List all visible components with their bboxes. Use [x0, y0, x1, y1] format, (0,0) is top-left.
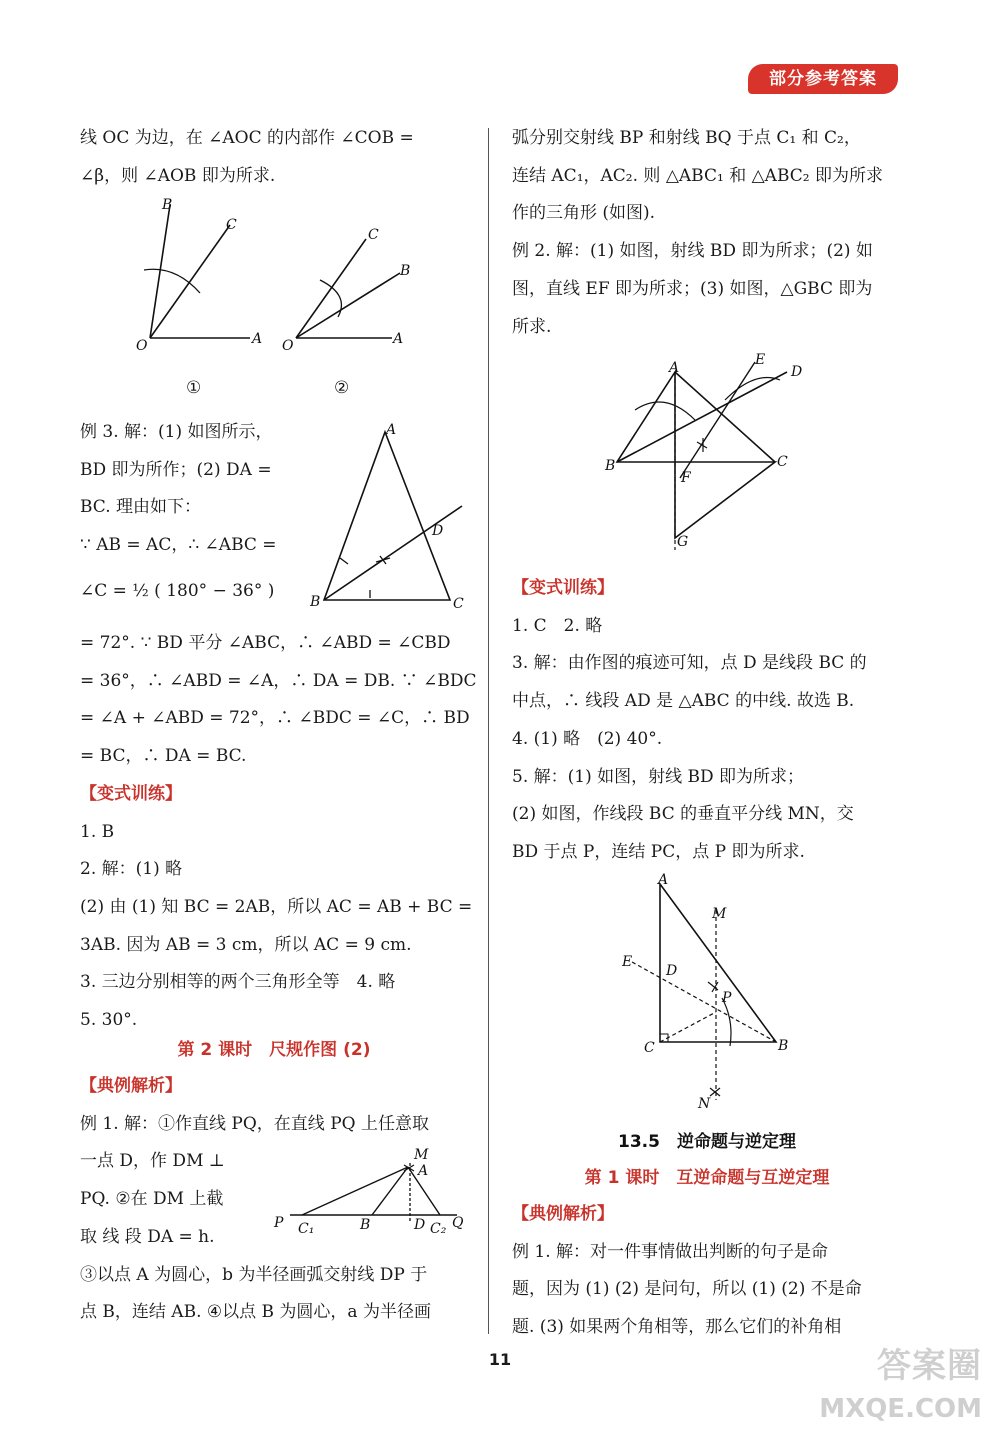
- page-number: 11: [488, 1350, 512, 1369]
- text-line: = 36°，∴ ∠ABD = ∠A，∴ DA = DB. ∵ ∠BDC: [80, 670, 477, 691]
- svg-text:A: A: [418, 1163, 429, 1179]
- text-line: = BC，∴ DA = BC.: [80, 746, 247, 767]
- svg-text:C: C: [777, 454, 788, 470]
- example-1-right: [512, 1196, 862, 1347]
- svg-text:C: C: [644, 1040, 655, 1056]
- svg-text:M: M: [712, 906, 727, 922]
- text-line: 5. 30°.: [80, 1010, 138, 1031]
- right-variant: [512, 570, 867, 872]
- figure-label-2: ②: [334, 378, 350, 398]
- svg-text:B: B: [778, 1038, 789, 1054]
- perpendicular-bisector-figure: [605, 350, 815, 560]
- svg-text:E: E: [755, 352, 766, 368]
- text-line: 3. 三边分别相等的两个三角形全等 4. 略: [80, 972, 396, 993]
- svg-text:B: B: [310, 594, 321, 610]
- svg-text:O: O: [282, 338, 294, 354]
- lesson-title-left: 第 2 课时 尺规作图 (2): [177, 1040, 371, 1060]
- svg-text:D: D: [666, 963, 678, 979]
- svg-text:A: A: [386, 422, 397, 438]
- example-tag: 【典例解析】: [80, 1076, 182, 1096]
- text-line: 例 1. 解：对一件事情做出判断的句子是命: [512, 1241, 829, 1262]
- svg-text:A: A: [658, 872, 669, 888]
- svg-text:A: A: [669, 360, 680, 376]
- text-line: 图，直线 EF 即为所求；(3) 如图，△GBC 即为: [512, 278, 873, 299]
- construction-figure: [272, 1145, 472, 1235]
- svg-text:N: N: [698, 1096, 711, 1112]
- text-line: BD 即为所作；(2) DA =: [80, 459, 272, 480]
- text-line: BC. 理由如下：: [80, 497, 202, 518]
- svg-text:P: P: [274, 1215, 284, 1231]
- watermark-url: MXQE.COM: [819, 1394, 982, 1424]
- text-line: 3. 解：由作图的痕迹可知，点 D 是线段 BC 的: [512, 653, 867, 674]
- svg-text:M: M: [414, 1147, 429, 1163]
- svg-text:C: C: [453, 596, 464, 612]
- text-line: 1. B: [80, 821, 115, 842]
- svg-text:D: D: [791, 364, 803, 380]
- svg-text:B: B: [360, 1217, 371, 1233]
- example-3-proof: [80, 625, 476, 1040]
- column-divider: [488, 128, 489, 1334]
- text-line: ∠β，则 ∠AOB 即为所求.: [80, 165, 276, 186]
- text-line: 题，因为 (1) (2) 是问句，所以 (1) (2) 不是命: [512, 1279, 862, 1300]
- text-line: 点 B，连结 AB. ④以点 B 为圆心，a 为半径画: [80, 1302, 431, 1323]
- section-banner: 部分参考答案: [748, 64, 898, 94]
- text-line: 题. (3) 如果两个角相等，那么它们的补角相: [512, 1317, 842, 1338]
- text-line: ③以点 A 为圆心，b 为半径画弧交射线 DP 于: [80, 1264, 428, 1285]
- example-tag: 【典例解析】: [512, 1204, 614, 1224]
- figure-label-1: ①: [186, 378, 202, 398]
- angle-figure-1: [130, 195, 270, 355]
- svg-text:O: O: [136, 338, 148, 354]
- svg-text:A: A: [252, 331, 263, 347]
- text-line: ∠C = ½ ( 180° − 36° ): [80, 580, 275, 601]
- svg-text:Q: Q: [452, 1215, 464, 1231]
- right-top: [512, 120, 883, 346]
- left-intro: [80, 120, 414, 195]
- text-line: 线 OC 为边，在 ∠AOC 的内部作 ∠COB =: [80, 128, 414, 148]
- section-title: 13.5 逆命题与逆定理: [618, 1132, 796, 1152]
- text-line: 4. (1) 略 (2) 40°.: [512, 728, 663, 749]
- text-line: = ∠A + ∠ABD = 72°，∴ ∠BDC = ∠C，∴ BD: [80, 708, 470, 729]
- text-line: 所求.: [512, 316, 552, 337]
- text-line: 1. C 2. 略: [512, 615, 603, 636]
- text-line: (2) 由 (1) 知 BC = 2AB，所以 AC = AB + BC =: [80, 896, 473, 917]
- svg-text:D: D: [414, 1217, 426, 1233]
- svg-text:F: F: [681, 470, 691, 486]
- svg-text:C: C: [226, 217, 237, 233]
- watermark-logo: 答案圈: [877, 1346, 982, 1386]
- angle-figure-2: [280, 225, 420, 355]
- text-line: 一点 D，作 DM ⊥: [80, 1151, 225, 1172]
- svg-text:C₂: C₂: [430, 1221, 447, 1237]
- text-line: (2) 如图，作线段 BC 的垂直平分线 MN，交: [512, 804, 854, 825]
- triangle-bisector-figure: [310, 420, 480, 620]
- text-line: 例 1. 解：①作直线 PQ，在直线 PQ 上任意取: [80, 1113, 429, 1134]
- text-line: = 72°. ∵ BD 平分 ∠ABC，∴ ∠ABD = ∠CBD: [80, 633, 451, 653]
- text-line: 连结 AC₁，AC₂. 则 △ABC₁ 和 △ABC₂ 即为所求: [512, 165, 883, 186]
- text-line: PQ. ②在 DM 上截: [80, 1189, 224, 1210]
- svg-text:C₁: C₁: [298, 1221, 315, 1237]
- right-triangle-figure: [618, 870, 808, 1115]
- variant-training-tag: 【变式训练】: [512, 578, 614, 598]
- variant-training-tag: 【变式训练】: [80, 783, 182, 804]
- svg-text:C: C: [368, 227, 379, 243]
- svg-text:P: P: [722, 990, 732, 1006]
- text-line: 3AB. 因为 AB = 3 cm，所以 AC = 9 cm.: [80, 934, 412, 955]
- text-line: 5. 解：(1) 如图，射线 BD 即为所求；: [512, 766, 805, 787]
- svg-text:E: E: [622, 954, 633, 970]
- svg-text:B: B: [605, 458, 616, 474]
- svg-text:D: D: [432, 523, 444, 539]
- text-line: BD 于点 P，连结 PC，点 P 即为所求.: [512, 841, 805, 862]
- svg-text:G: G: [677, 534, 689, 550]
- text-line: 作的三角形 (如图).: [512, 203, 656, 224]
- text-line: 中点，∴ 线段 AD 是 △ABC 的中线. 故选 B.: [512, 691, 855, 712]
- example-3: [80, 414, 277, 611]
- text-line: 例 3. 解：(1) 如图所示，: [80, 422, 273, 442]
- svg-text:A: A: [393, 331, 404, 347]
- text-line: 取 线 段 DA = h.: [80, 1226, 215, 1247]
- text-line: 例 2. 解：(1) 如图，射线 BD 即为所求；(2) 如: [512, 241, 873, 262]
- text-line: ∵ AB = AC，∴ ∠ABC =: [80, 535, 277, 556]
- svg-text:B: B: [400, 263, 411, 279]
- lesson-title-right: 第 1 课时 互逆命题与互逆定理: [584, 1168, 830, 1188]
- text-line: 弧分别交射线 BP 和射线 BQ 于点 C₁ 和 C₂，: [512, 128, 861, 148]
- svg-text:B: B: [162, 197, 173, 213]
- text-line: 2. 解：(1) 略: [80, 859, 183, 880]
